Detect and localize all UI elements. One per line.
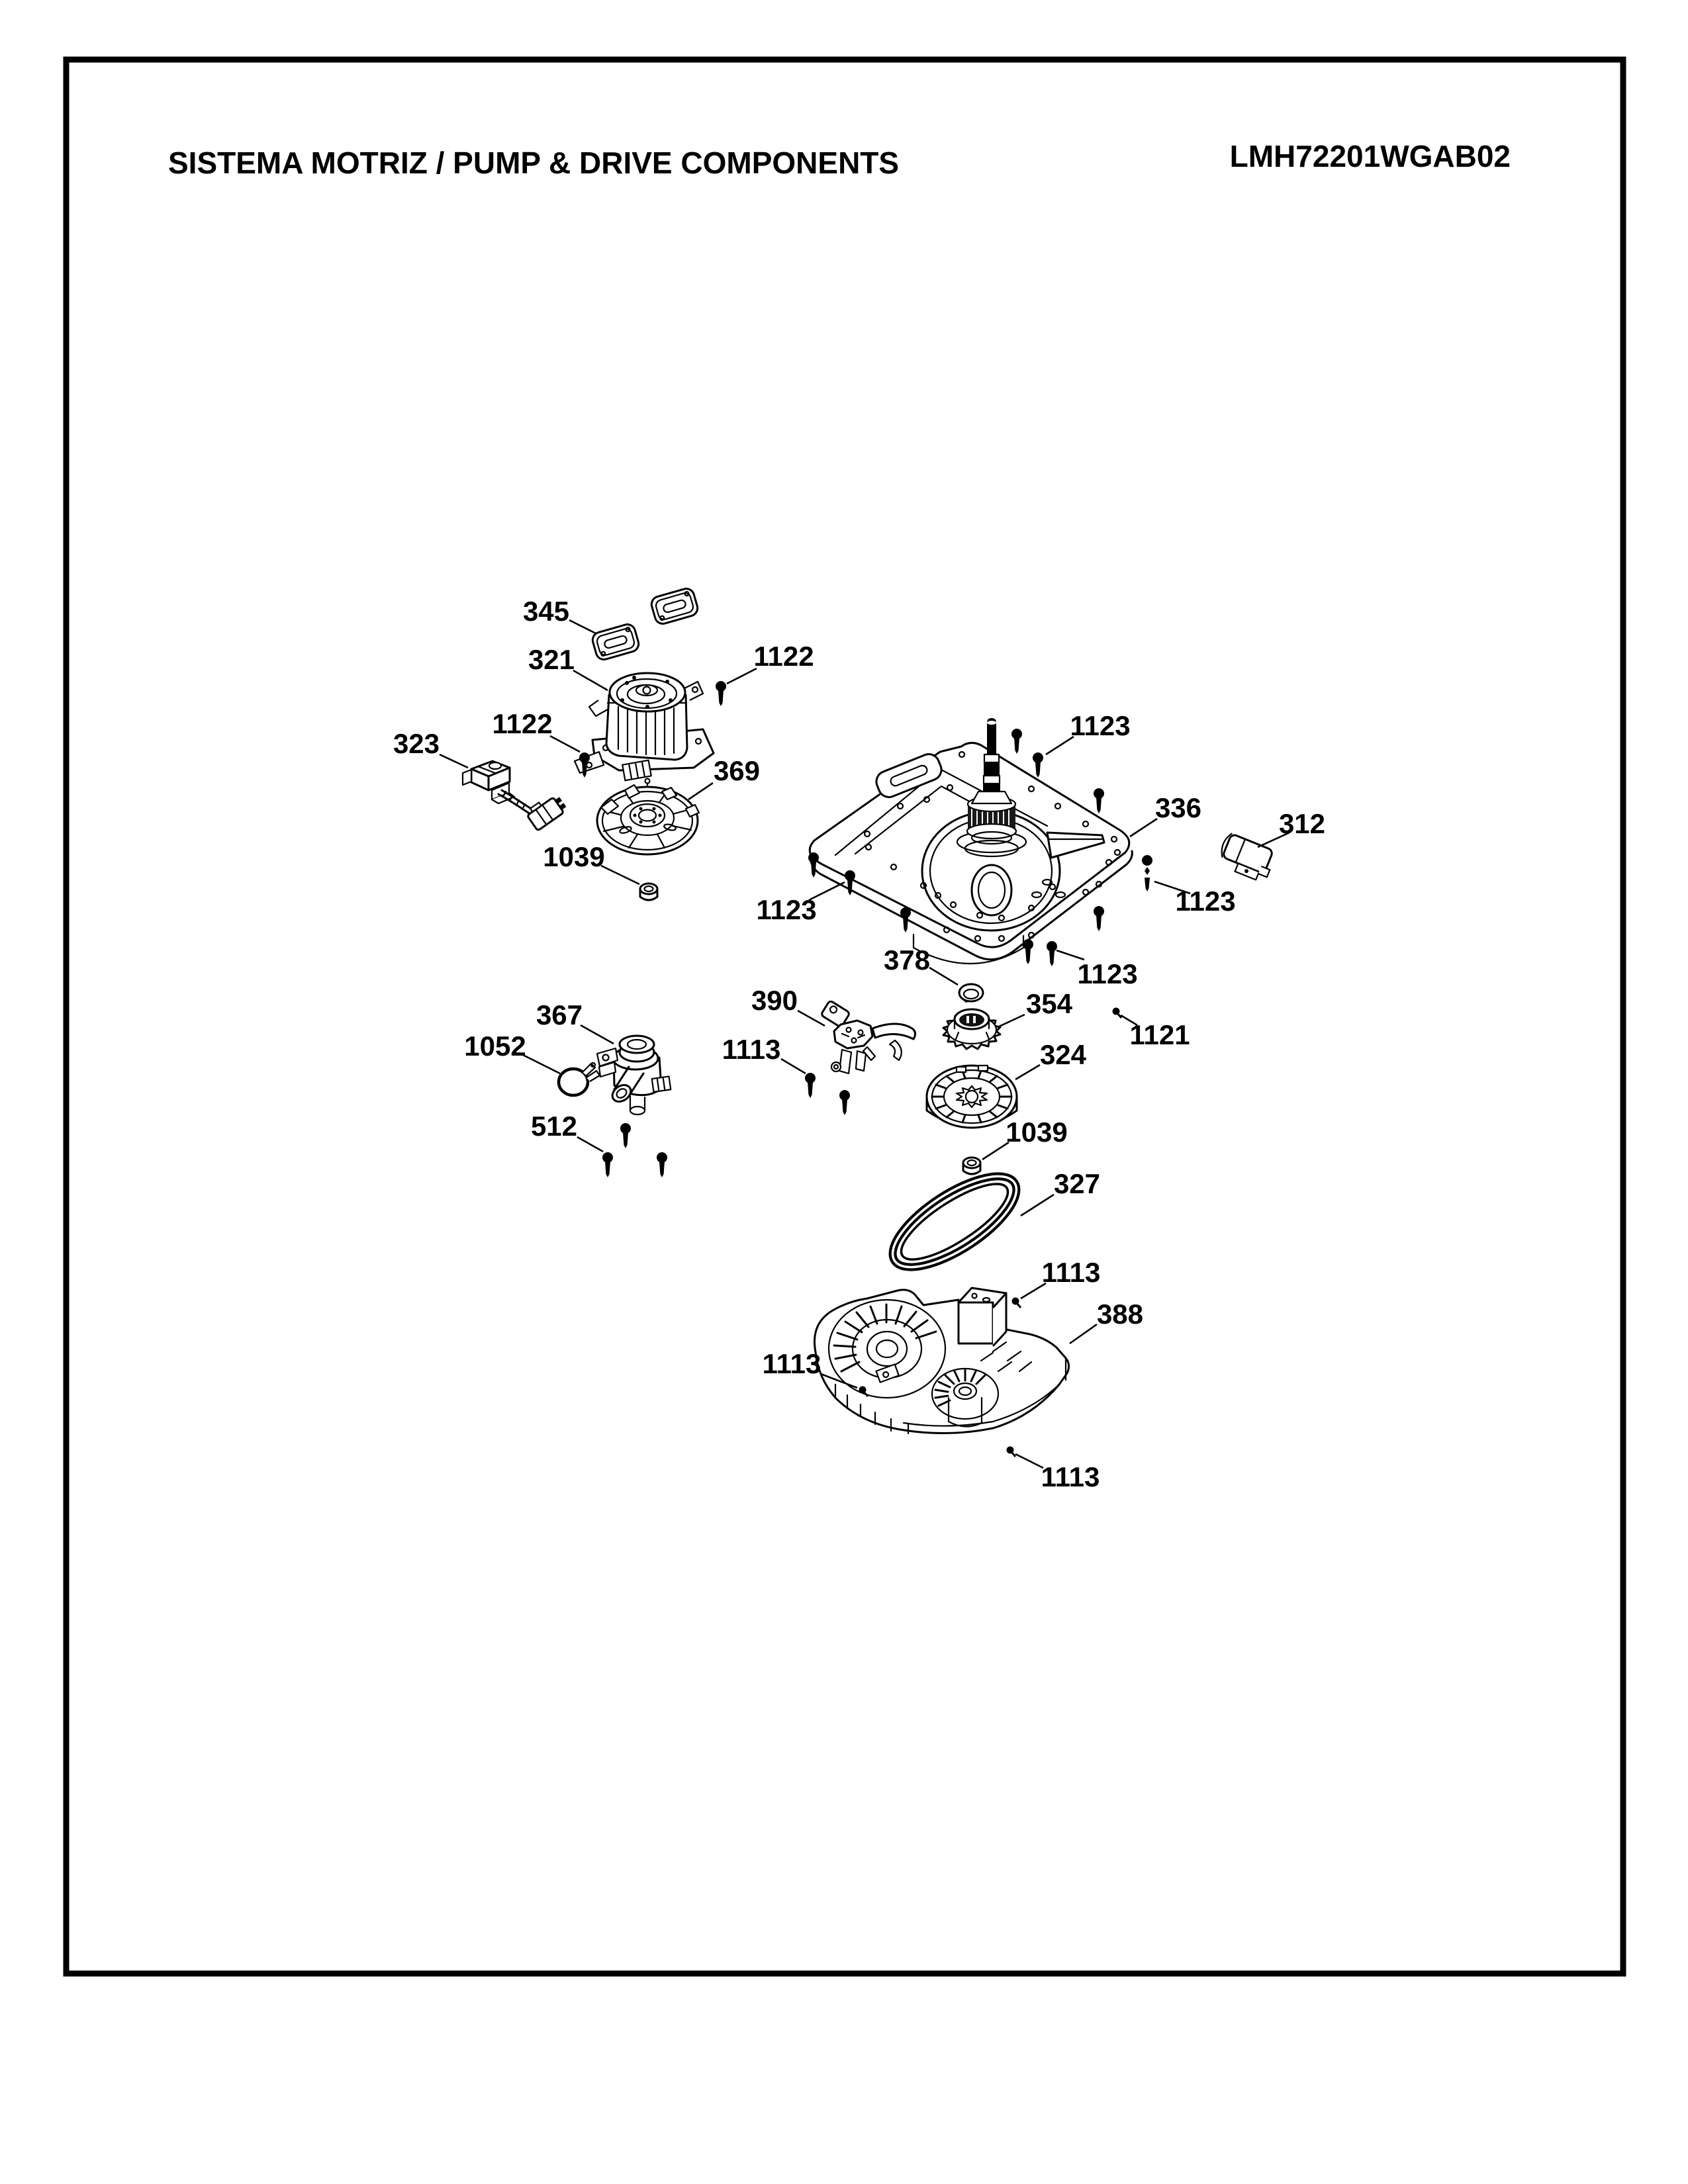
screw-1123	[1094, 906, 1104, 931]
screw-1122-right	[716, 681, 726, 706]
callout-367	[536, 999, 614, 1044]
svg-text:321: 321	[528, 644, 575, 675]
callout-1122-right	[727, 641, 814, 684]
page-title: SISTEMA MOTRIZ / PUMP & DRIVE COMPONENTS	[168, 146, 900, 180]
callout-1121	[1121, 1015, 1190, 1050]
pin-1121	[1113, 1008, 1122, 1019]
callout-354	[998, 988, 1073, 1027]
svg-text:1052: 1052	[464, 1030, 526, 1062]
svg-text:388: 388	[1096, 1298, 1144, 1330]
svg-text:1113: 1113	[1041, 1461, 1100, 1492]
callout-1123-right	[1154, 882, 1236, 917]
callout-1123-left	[756, 882, 845, 925]
part-1052-clamp	[559, 1063, 600, 1095]
model-number: LMH72201WGAB02	[1229, 139, 1511, 173]
screw-512	[602, 1152, 613, 1177]
callout-312	[1258, 808, 1325, 847]
callout-1113-a	[722, 1034, 806, 1073]
svg-text:1039: 1039	[1006, 1116, 1068, 1148]
part-323-switch	[463, 761, 568, 831]
svg-text:327: 327	[1053, 1168, 1101, 1199]
callout-336	[1130, 792, 1201, 837]
screw-512	[657, 1152, 667, 1177]
svg-text:1121: 1121	[1129, 1019, 1190, 1050]
svg-text:1122: 1122	[753, 641, 814, 672]
svg-text:1123: 1123	[1175, 886, 1236, 917]
part-1039-nut-upper	[640, 884, 657, 900]
svg-text:1122: 1122	[492, 708, 553, 739]
pin-1113	[1012, 1298, 1021, 1308]
screw-1123	[1047, 941, 1057, 966]
callout-1122-left	[492, 708, 580, 752]
part-369-fan	[597, 779, 699, 855]
part-321-motor	[575, 673, 714, 780]
part-327-belt	[880, 1160, 1030, 1284]
svg-text:512: 512	[530, 1111, 578, 1142]
svg-text:378: 378	[883, 944, 931, 976]
screw-512	[620, 1123, 631, 1148]
screw-1123	[1094, 788, 1104, 813]
svg-text:1123: 1123	[756, 894, 817, 925]
svg-text:336: 336	[1154, 792, 1202, 823]
screw-1123	[808, 852, 819, 878]
part-378-ring	[959, 984, 983, 1002]
svg-text:1113: 1113	[1041, 1257, 1101, 1288]
part-1039-nut-lower	[963, 1158, 980, 1174]
callout-1113-d	[1015, 1454, 1100, 1492]
svg-text:369: 369	[713, 755, 761, 786]
callout-1113-b	[1021, 1257, 1100, 1298]
svg-text:390: 390	[751, 985, 798, 1016]
part-312-coupler	[1215, 832, 1277, 883]
callout-324	[1015, 1039, 1087, 1079]
callout-1123-bottom	[1056, 950, 1138, 989]
svg-text:324: 324	[1039, 1039, 1087, 1070]
svg-text:1113: 1113	[722, 1034, 781, 1065]
svg-text:367: 367	[536, 999, 583, 1030]
screw-1123	[1011, 729, 1022, 754]
callout-1052	[464, 1030, 560, 1073]
svg-text:323: 323	[393, 728, 440, 759]
callout-345	[523, 596, 596, 633]
callout-323	[393, 728, 468, 768]
svg-text:312: 312	[1278, 808, 1326, 839]
part-388-cover	[814, 1288, 1068, 1433]
screw-1113	[839, 1090, 850, 1115]
svg-text:1113: 1113	[762, 1348, 821, 1379]
callout-388	[1070, 1298, 1143, 1343]
screw-1123-exploded	[1142, 855, 1152, 891]
pin-1113	[1007, 1447, 1016, 1457]
callout-1123-top	[1046, 710, 1131, 754]
svg-text:345: 345	[522, 596, 570, 627]
svg-text:354: 354	[1025, 988, 1073, 1019]
part-345-pad-right	[649, 587, 699, 626]
callout-327	[1021, 1168, 1100, 1216]
svg-text:1123: 1123	[1077, 958, 1138, 989]
svg-text:1039: 1039	[543, 841, 605, 872]
screw-1123	[1033, 752, 1043, 778]
part-324-pulley	[927, 1066, 1017, 1128]
callout-378	[884, 944, 958, 985]
callout-390	[751, 985, 825, 1026]
screw-1113	[805, 1073, 816, 1098]
part-354-gear	[943, 1009, 1000, 1049]
part-367-pump	[597, 1036, 671, 1115]
screw-1123	[1023, 939, 1033, 964]
part-390-actuator	[821, 1000, 915, 1073]
svg-text:1123: 1123	[1070, 710, 1131, 741]
part-345-pad-left	[590, 623, 640, 662]
callout-512	[531, 1111, 603, 1152]
